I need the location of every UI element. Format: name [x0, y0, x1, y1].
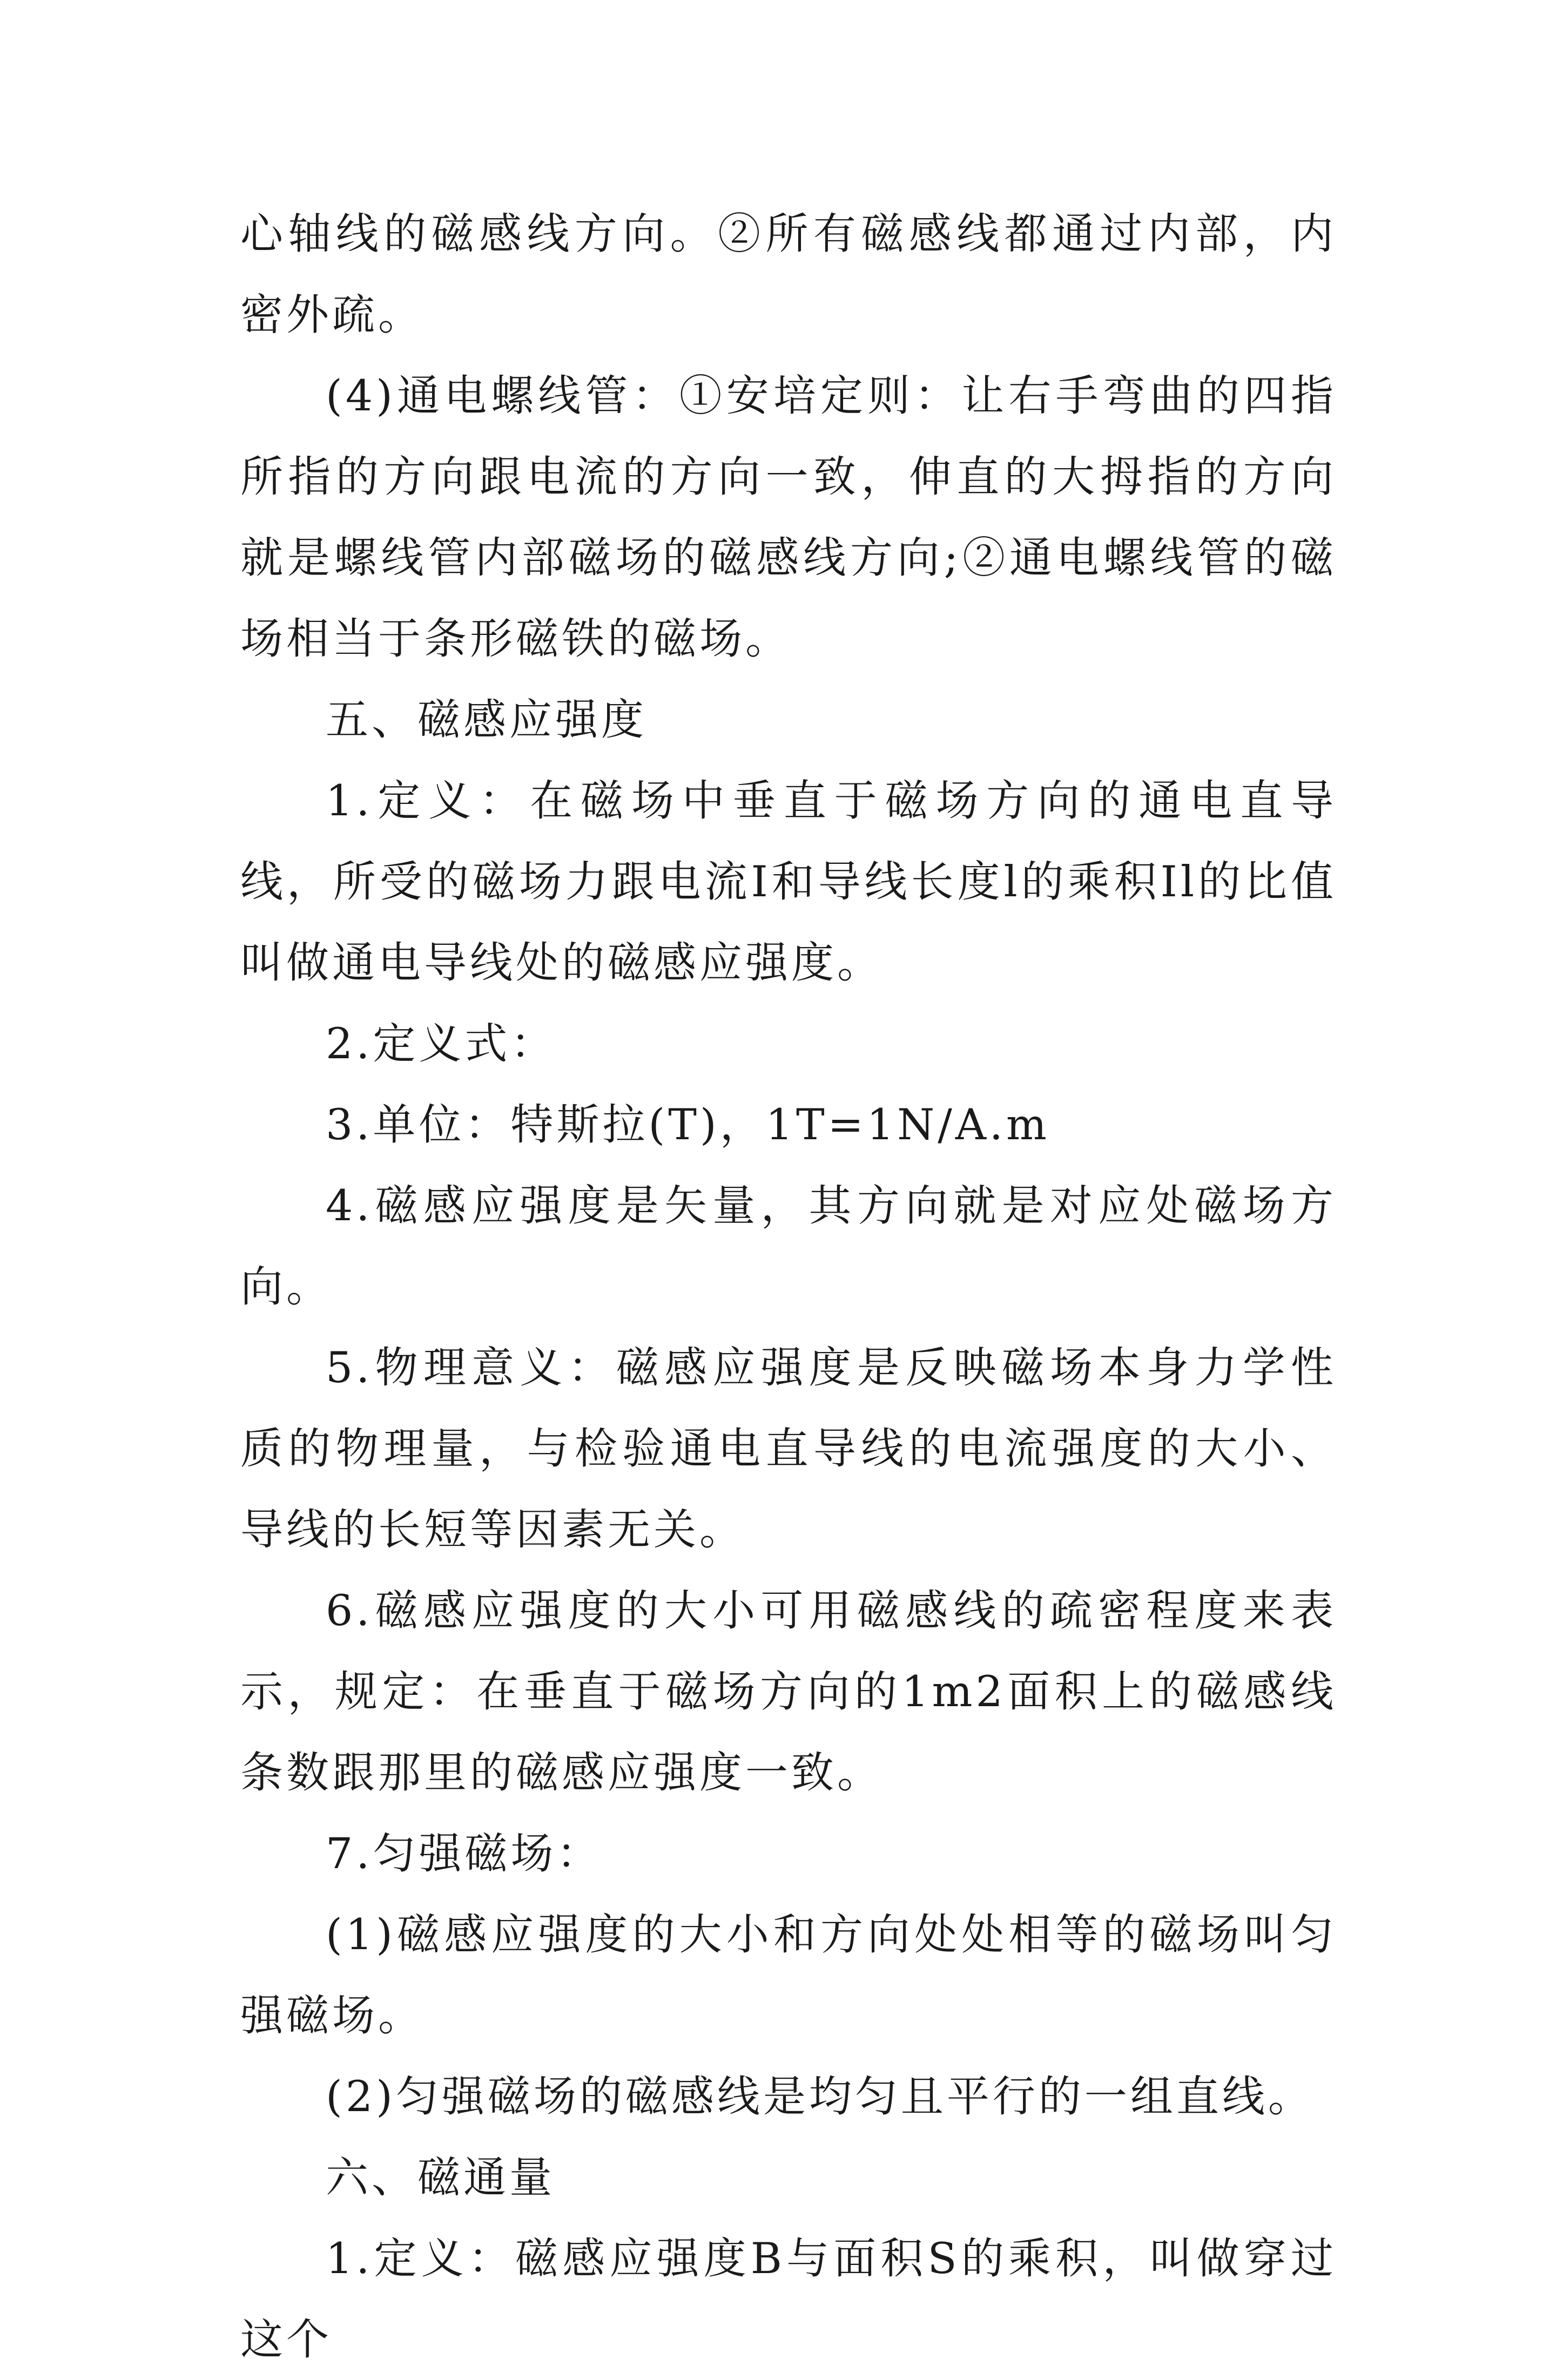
paragraph-definition: 1.定义：在磁场中垂直于磁场方向的通电直导线，所受的磁场力跟电流I和导线长度l的乘积Il的比值叫做通电导线处的磁感应强度。 — [240, 776, 1337, 988]
paragraph-physical-meaning: 5.物理意义：磁感应强度是反映磁场本身力学性质的物理量，与检验通电直导线的电流强度的大小、导线的长短等因素无关。 — [240, 1343, 1337, 1554]
section-heading-magnetic-flux: 六、磁通量 — [326, 2153, 555, 2202]
document-body — [240, 193, 1337, 2380]
paragraph-uniform-field-1: (1)磁感应强度的大小和方向处处相等的磁场叫匀强磁场。 — [240, 1910, 1337, 2040]
paragraph-density: 6.磁感应强度的大小可用磁感线的疏密程度来表示，规定：在垂直于磁场方向的1m2面积上的磁感线条数跟那里的磁感应强度一致。 — [240, 1586, 1337, 1797]
paragraph-definition-formula: 2.定义式： — [326, 1019, 557, 1069]
paragraph-uniform-field-2: (2)匀强磁场的磁感线是均匀且平行的一组直线。 — [326, 2072, 1314, 2121]
paragraph-vector: 4.磁感应强度是矢量，其方向就是对应处磁场方向。 — [240, 1181, 1337, 1311]
paragraph-solenoid: (4)通电螺线管：①安培定则：让右手弯曲的四指所指的方向跟电流的方向一致，伸直的大拇指的方向就是螺线管内部磁场的磁感线方向;②通电螺线管的磁场相当于条形磁铁的磁场。 — [240, 371, 1337, 664]
paragraph-flux-definition: 1.定义：磁感应强度B与面积S的乘积，叫做穿过这个 — [240, 2234, 1337, 2364]
paragraph-uniform-field-heading: 7.匀强磁场： — [326, 1829, 603, 1878]
paragraph-continuation: 心轴线的磁感线方向。②所有磁感线都通过内部，内密外疏。 — [240, 209, 1337, 340]
paragraph-unit: 3.单位：特斯拉(T)，1T=1N/A.m — [326, 1100, 1050, 1150]
section-heading-magnetic-induction: 五、磁感应强度 — [326, 695, 647, 745]
